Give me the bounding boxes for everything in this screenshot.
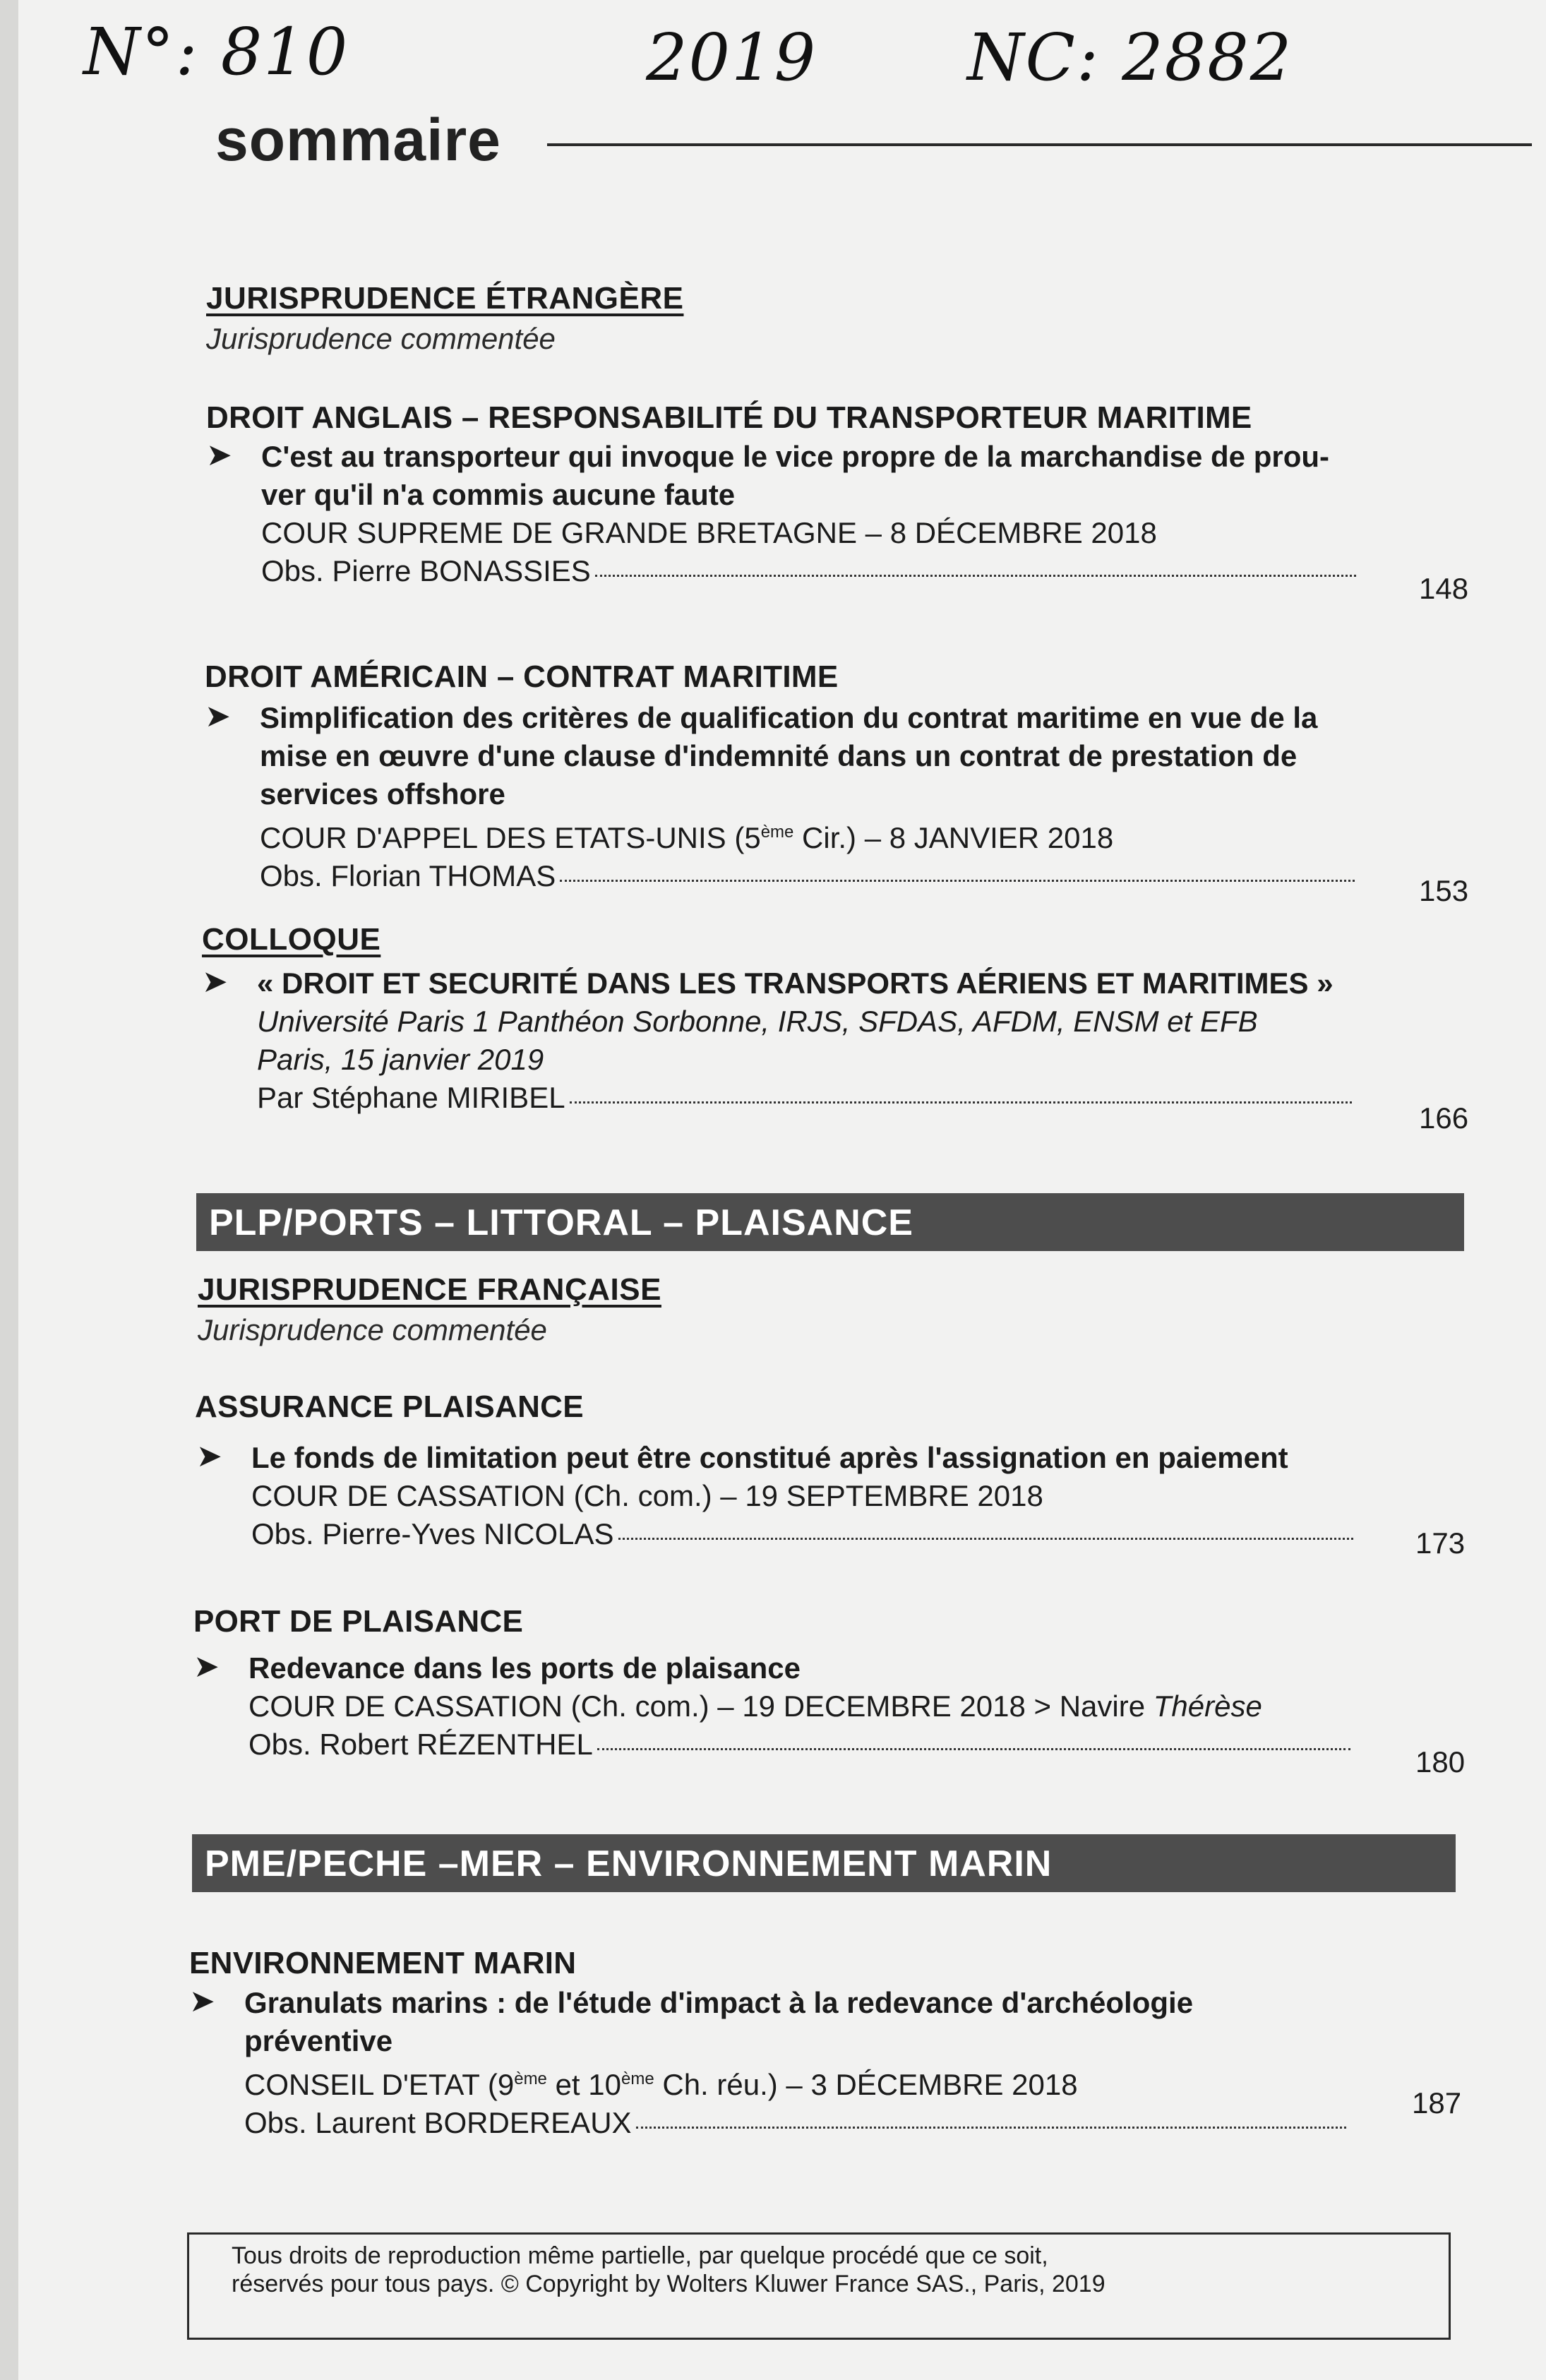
entry-title-line: Simplification des critères de qualification du contrat maritime en vue de la bbox=[260, 701, 1318, 734]
entry-obs-row bbox=[244, 2104, 1349, 2142]
dot-leader bbox=[560, 880, 1355, 882]
entry-title-line: mise en œuvre d'une clause d'indemnité dans un contrat de prestation de bbox=[260, 739, 1298, 772]
toc-entry-port-de-plaisance[interactable] bbox=[193, 1649, 1353, 1764]
entry-obs: Obs. Laurent BORDEREAUX bbox=[244, 2106, 632, 2139]
arrow-bullet-icon: ➤ bbox=[202, 964, 228, 999]
dot-leader bbox=[597, 1748, 1350, 1750]
toc-entry-assurance-plaisance[interactable] bbox=[196, 1439, 1356, 1553]
dot-leader bbox=[636, 2127, 1346, 2129]
entry-court: COUR DE CASSATION (Ch. com.) – 19 DECEMBRE 2018 > Navire Thérèse bbox=[248, 1690, 1262, 1723]
entry-obs: Par Stéphane MIRIBEL bbox=[257, 1081, 565, 1114]
page-number: 180 bbox=[1415, 1745, 1466, 1778]
section-sub: Jurisprudence commentée bbox=[206, 322, 556, 355]
entry-title-line: « DROIT ET SECURITÉ DANS LES TRANSPORTS AÉRIENS ET MARITIMES » bbox=[257, 967, 1334, 1000]
section-band-plp: PLP/PORTS – LITTORAL – PLAISANCE bbox=[196, 1193, 1464, 1251]
page-edge bbox=[0, 0, 18, 2380]
dot-leader bbox=[570, 1101, 1352, 1104]
section-label: JURISPRUDENCE FRANÇAISE bbox=[198, 1272, 661, 1307]
entry-obs: Obs. Pierre-Yves NICOLAS bbox=[251, 1517, 614, 1550]
entry-obs: Obs. Robert RÉZENTHEL bbox=[248, 1728, 593, 1761]
entry-court: COUR DE CASSATION (Ch. com.) – 19 SEPTEMBRE 2018 bbox=[251, 1479, 1043, 1512]
page-number: 173 bbox=[1415, 1526, 1466, 1560]
entry-obs-row bbox=[257, 1079, 1355, 1117]
entry-heading-environnement-marin: ENVIRONNEMENT MARIN bbox=[189, 1946, 577, 1980]
arrow-bullet-icon: ➤ bbox=[193, 1649, 220, 1684]
entry-title-line: services offshore bbox=[260, 777, 505, 811]
entry-title-line: ver qu'il n'a commis aucune faute bbox=[261, 478, 736, 511]
section-sub: Jurisprudence commentée bbox=[198, 1313, 547, 1346]
entry-heading-port-de-plaisance: PORT DE PLAISANCE bbox=[193, 1604, 524, 1639]
copyright-notice bbox=[187, 2232, 1451, 2340]
entry-obs-row bbox=[251, 1515, 1356, 1553]
entry-title-line: Le fonds de limitation peut être constitué après l'assignation en paiement bbox=[251, 1441, 1288, 1474]
copyright-line: réservés pour tous pays. © Copyright by Wolters Kluwer France SAS., Paris, 2019 bbox=[232, 2271, 1105, 2297]
entry-title-line: Redevance dans les ports de plaisance bbox=[248, 1651, 801, 1685]
entry-court: COUR D'APPEL DES ETATS-UNIS (5ème Cir.) – 8 JANVIER 2018 bbox=[260, 821, 1114, 854]
toc-entry-environnement-marin[interactable] bbox=[189, 1984, 1349, 2142]
entry-heading-droit-anglais: DROIT ANGLAIS – RESPONSABILITÉ DU TRANSPORTEUR MARITIME bbox=[206, 400, 1252, 435]
entry-title-line: Granulats marins : de l'étude d'impact à la redevance d'archéologie préventive bbox=[244, 1986, 1194, 2057]
entry-organizers: Université Paris 1 Panthéon Sorbonne, IRJS, SFDAS, AFDM, ENSM et EFB bbox=[257, 1005, 1258, 1038]
page-number: 187 bbox=[1412, 2086, 1462, 2119]
section-label: JURISPRUDENCE ÉTRANGÈRE bbox=[206, 281, 684, 316]
toc-entry-droit-americain[interactable] bbox=[205, 699, 1358, 895]
arrow-bullet-icon: ➤ bbox=[189, 1984, 215, 2019]
arrow-bullet-icon: ➤ bbox=[196, 1439, 222, 1473]
section-label: COLLOQUE bbox=[202, 922, 381, 957]
section-jurisprudence-francaise bbox=[198, 1272, 661, 1347]
page-number: 166 bbox=[1419, 1101, 1469, 1135]
entry-obs-row bbox=[260, 857, 1358, 895]
arrow-bullet-icon: ➤ bbox=[206, 438, 232, 472]
dot-leader bbox=[618, 1538, 1354, 1540]
entry-heading-assurance-plaisance: ASSURANCE PLAISANCE bbox=[195, 1389, 584, 1424]
entry-obs-row bbox=[248, 1726, 1353, 1764]
entry-date: Paris, 15 janvier 2019 bbox=[257, 1043, 544, 1076]
entry-heading-droit-americain: DROIT AMÉRICAIN – CONTRAT MARITIME bbox=[205, 659, 839, 694]
section-band-pme: PME/PECHE –MER – ENVIRONNEMENT MARIN bbox=[192, 1834, 1456, 1892]
section-colloque bbox=[202, 922, 380, 957]
handwritten-code: NC: 2882 bbox=[967, 20, 1293, 95]
arrow-bullet-icon: ➤ bbox=[205, 699, 231, 734]
toc-entry-colloque[interactable] bbox=[202, 964, 1355, 1117]
entry-court: COUR SUPREME DE GRANDE BRETAGNE – 8 DÉCEMBRE 2018 bbox=[261, 516, 1157, 549]
entry-obs: Obs. Florian THOMAS bbox=[260, 859, 556, 892]
page-title: sommaire bbox=[215, 107, 501, 173]
toc-entry-droit-anglais[interactable] bbox=[206, 438, 1359, 590]
handwritten-year: 2019 bbox=[646, 20, 817, 95]
page-number: 153 bbox=[1419, 874, 1469, 907]
page-number: 148 bbox=[1419, 572, 1469, 605]
title-rule bbox=[547, 143, 1532, 146]
entry-title-line: C'est au transporteur qui invoque le vice propre de la marchandise de prou- bbox=[261, 440, 1330, 473]
copyright-line: Tous droits de reproduction même partielle, par quelque procédé que ce soit, bbox=[232, 2242, 1048, 2269]
handwritten-number: N°: 810 bbox=[83, 14, 349, 90]
entry-obs: Obs. Pierre BONASSIES bbox=[261, 554, 591, 587]
entry-obs-row bbox=[261, 552, 1359, 590]
section-jurisprudence-etrangere bbox=[206, 281, 683, 356]
dot-leader bbox=[595, 575, 1356, 577]
entry-court: CONSEIL D'ETAT (9ème et 10ème Ch. réu.) – 3 DÉCEMBRE 2018 bbox=[244, 2068, 1078, 2101]
